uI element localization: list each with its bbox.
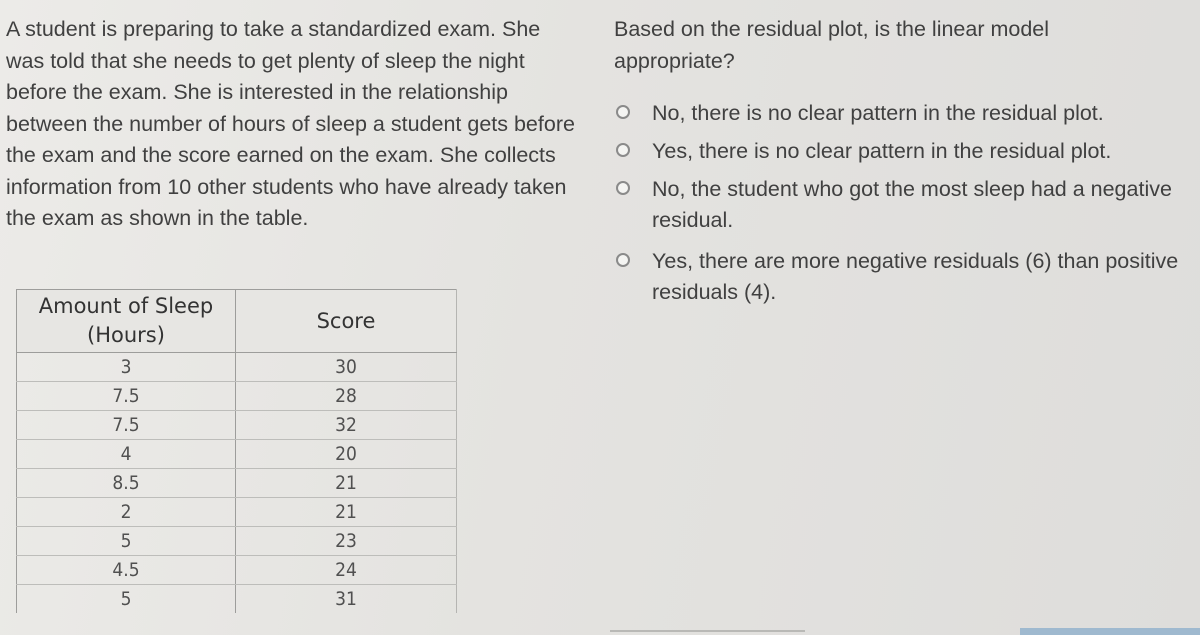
- answer-choice-1[interactable]: [614, 98, 1194, 129]
- score-cell: 31: [236, 585, 457, 614]
- table-row: [17, 411, 457, 440]
- radio-button-icon[interactable]: [616, 253, 630, 267]
- table-row: [17, 469, 457, 498]
- table-row: [17, 556, 457, 585]
- sleep-cell: 7.5: [17, 382, 236, 411]
- column-header-sleep: Amount of Sleep (Hours): [17, 290, 236, 353]
- column-header-score: Score: [236, 290, 457, 353]
- answer-choice-4[interactable]: [614, 246, 1194, 308]
- sleep-cell: 7.5: [17, 411, 236, 440]
- table-row: [17, 585, 457, 614]
- score-cell: 20: [236, 440, 457, 469]
- radio-button-icon[interactable]: [616, 143, 630, 157]
- button-edge[interactable]: [1020, 628, 1200, 635]
- answer-choice-label: Yes, there is no clear pattern in the residual plot.: [652, 139, 1112, 163]
- score-cell: 24: [236, 556, 457, 585]
- sleep-cell: 3: [17, 353, 236, 382]
- score-cell: 30: [236, 353, 457, 382]
- table-header-row: [17, 290, 457, 353]
- data-table: [16, 289, 457, 613]
- sleep-cell: 2: [17, 498, 236, 527]
- answer-choice-label: Yes, there are more negative residuals (6) than positive residuals (4).: [652, 249, 1179, 304]
- sleep-cell: 8.5: [17, 469, 236, 498]
- answer-choice-2[interactable]: [614, 136, 1194, 167]
- score-cell: 21: [236, 469, 457, 498]
- sleep-cell: 4: [17, 440, 236, 469]
- table-row: [17, 353, 457, 382]
- divider: [610, 630, 805, 632]
- answer-choice-label: No, there is no clear pattern in the residual plot.: [652, 101, 1104, 125]
- problem-statement: A student is preparing to take a standardized exam. She was told that she needs to get plenty of sleep the night before the exam. She is interested in the relationship between the number of hours of sleep a student gets before the exam and the score earned on the exam. She collects information from 10 other students who have already taken the exam as shown in the table.: [6, 17, 575, 230]
- sleep-cell: 5: [17, 585, 236, 614]
- score-cell: 23: [236, 527, 457, 556]
- question-prompt: Based on the residual plot, is the linear model appropriate?: [614, 17, 1050, 73]
- score-cell: 21: [236, 498, 457, 527]
- radio-button-icon[interactable]: [616, 181, 630, 195]
- sleep-cell: 5: [17, 527, 236, 556]
- table-row: [17, 440, 457, 469]
- answer-choices: [614, 98, 1194, 315]
- sleep-cell: 4.5: [17, 556, 236, 585]
- score-cell: 32: [236, 411, 457, 440]
- table-row: [17, 527, 457, 556]
- answer-choice-label: No, the student who got the most sleep had a negative residual.: [652, 177, 1172, 232]
- table-row: [17, 498, 457, 527]
- table-row: [17, 382, 457, 411]
- radio-button-icon[interactable]: [616, 105, 630, 119]
- score-cell: 28: [236, 382, 457, 411]
- answer-choice-3[interactable]: [614, 174, 1194, 236]
